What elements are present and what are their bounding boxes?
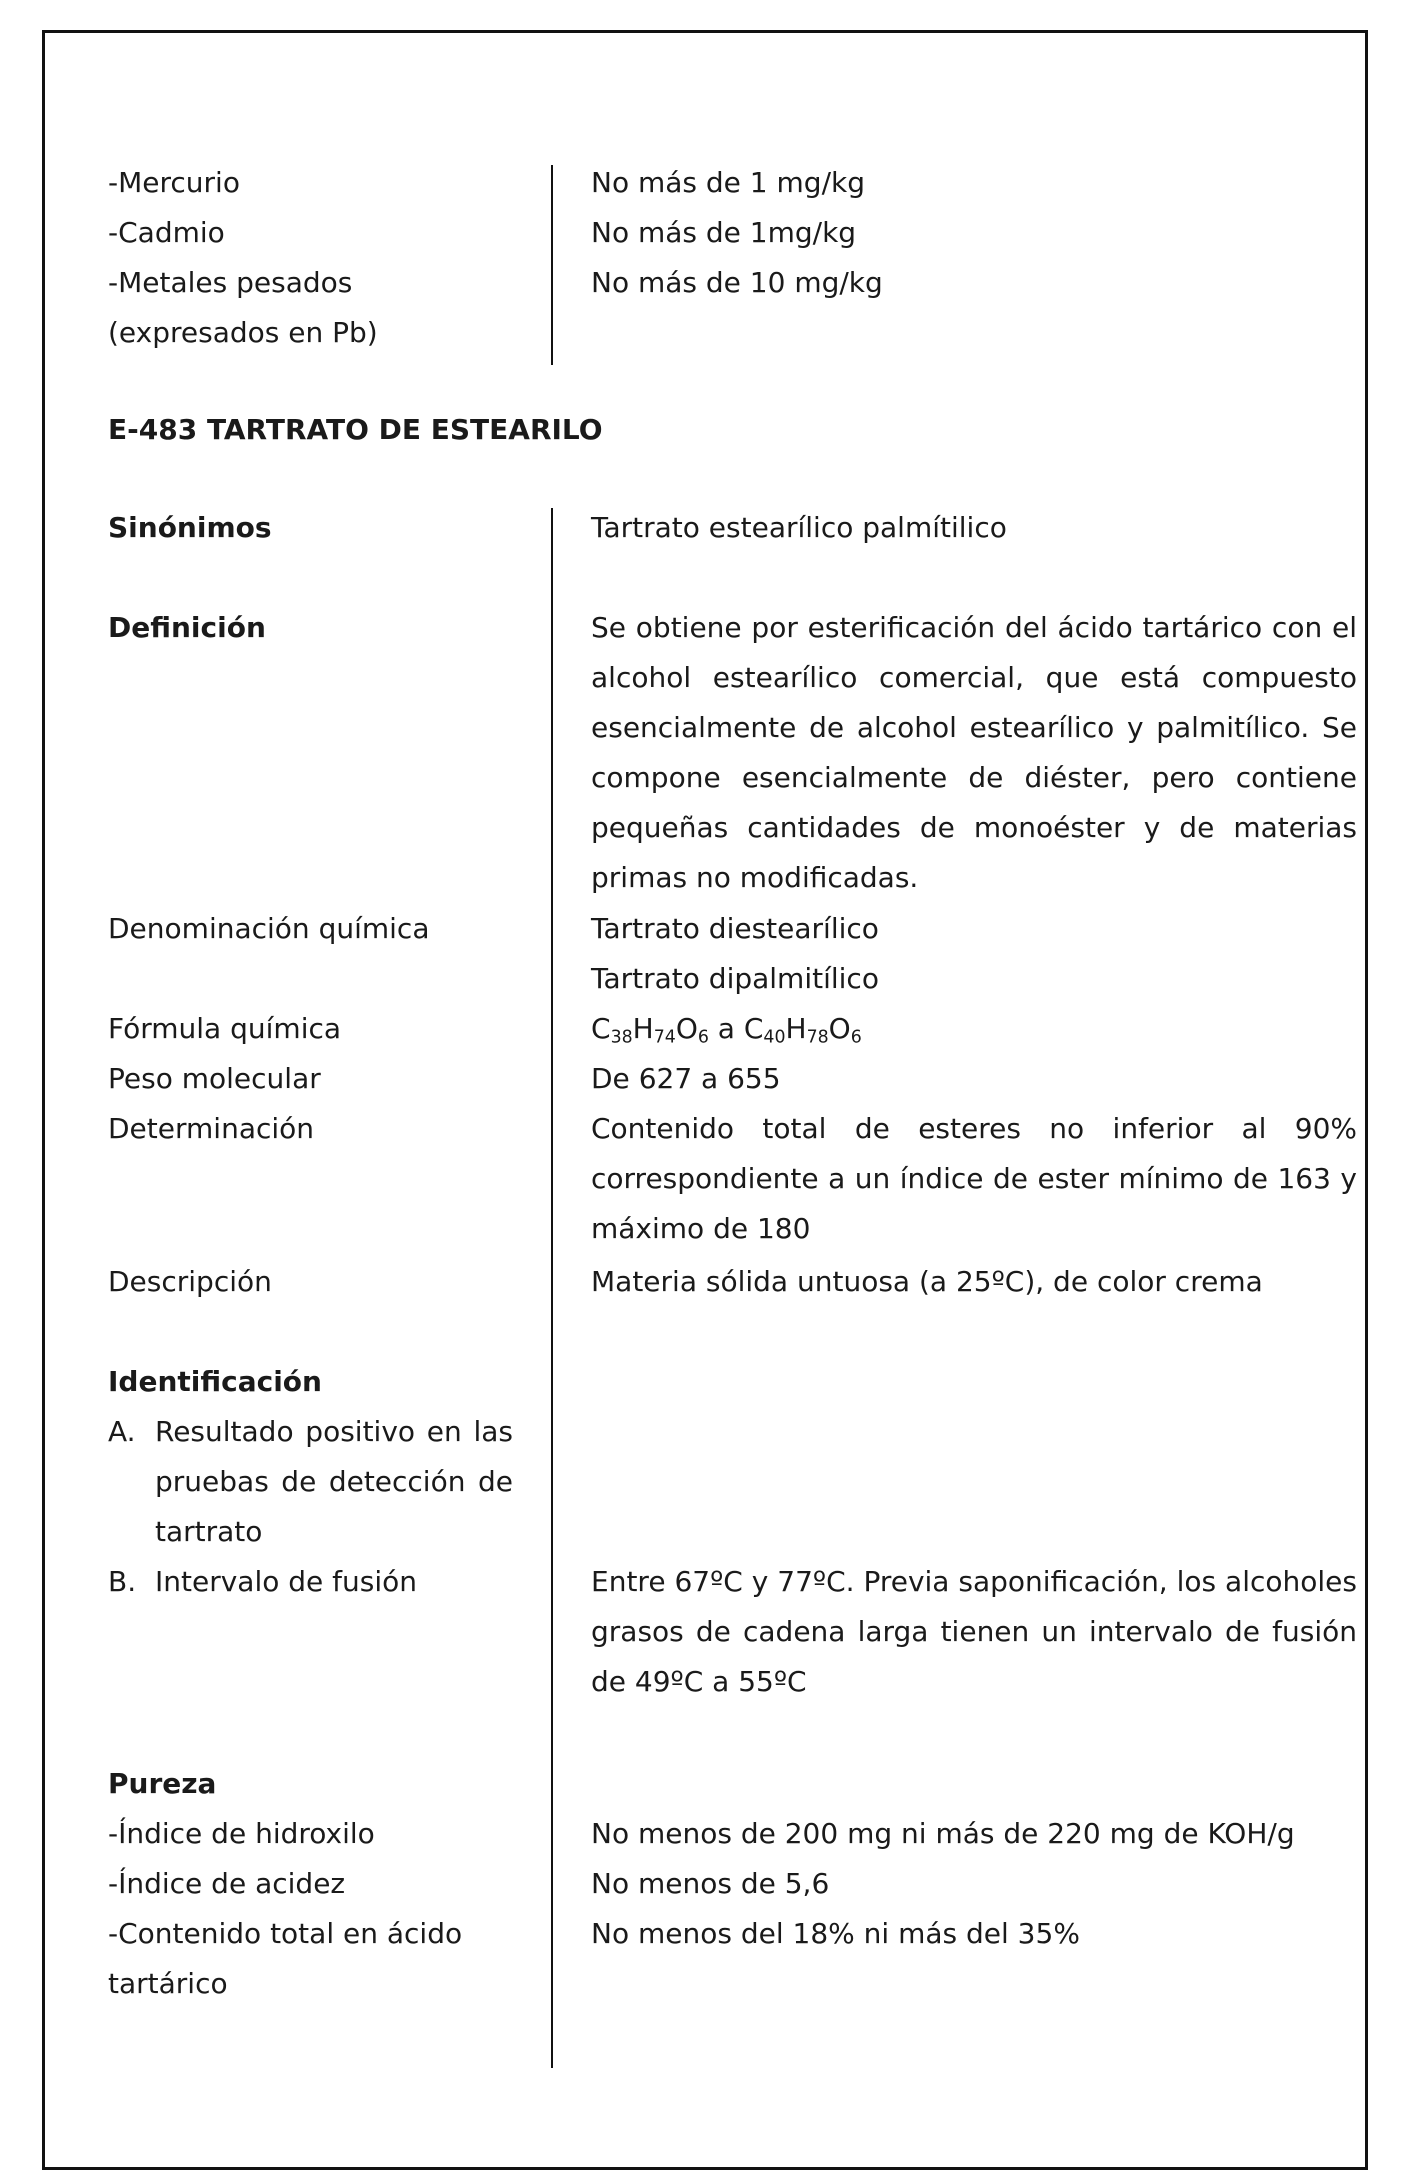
identificacion-a-line-2: pruebas de detección de	[155, 1465, 513, 1498]
denominacion-value-2: Tartrato dipalmitílico	[591, 962, 879, 995]
identificacion-a-marker: A.	[108, 1415, 136, 1448]
metal-value-mercurio: No más de 1 mg/kg	[591, 166, 865, 199]
identificacion-a-line-3: tartrato	[155, 1515, 263, 1548]
denominacion-value-1: Tartrato diestearílico	[591, 912, 879, 945]
determinacion-label: Determinación	[108, 1112, 315, 1145]
formula-label: Fórmula química	[108, 1012, 342, 1045]
formula-value: $C_{38}H_{74}O_6$ a $C_{40}H_{78}O_6$	[591, 1012, 862, 1048]
pureza-right-hidroxilo: No menos de 200 mg ni más de 220 mg de KOH/g	[591, 1817, 1295, 1850]
pureza-left-tartarico: tartárico	[108, 1967, 228, 2000]
peso-value: De 627 a 655	[591, 1062, 781, 1095]
descripcion-label: Descripción	[108, 1265, 272, 1298]
descripcion-value: Materia sólida untuosa (a 25ºC), de color crema	[591, 1265, 1263, 1298]
metal-value-cadmio: No más de 1mg/kg	[591, 216, 857, 249]
pureza-right-acidez: No menos de 5,6	[591, 1867, 830, 1900]
denominacion-label: Denominación química	[108, 912, 430, 945]
identificacion-b-marker: B.	[108, 1565, 137, 1598]
definicion-label: Definición	[108, 611, 266, 644]
definicion-value: Se obtiene por esterificación del ácido tartárico con el alcohol estearílico comercial, que está compuesto esencialmente de alcohol estearílico y palmitílico. Se compone esencialmente de diéster, pero contiene pequeñas cantidades de monoéster y de materias primas no modificadas.	[591, 611, 1357, 894]
identificacion-label: Identificación	[108, 1365, 322, 1398]
identificacion-b-label: Intervalo de fusión	[155, 1565, 418, 1598]
determinacion-value: Contenido total de esteres no inferior al 90% correspondiente a un índice de ester mínimo de 163 y máximo de 180	[591, 1112, 1357, 1245]
pureza-label: Pureza	[108, 1767, 217, 1800]
pureza-left-acidez: -Índice de acidez	[108, 1867, 346, 1900]
metal-label-metales: -Metales pesados	[108, 266, 353, 299]
pureza-left-hidroxilo: -Índice de hidroxilo	[108, 1817, 375, 1850]
identificacion-a-line-1: Resultado positivo en las	[155, 1415, 513, 1448]
sinonimos-value: Tartrato estearílico palmítilico	[591, 511, 1007, 544]
identificacion-b-value: Entre 67ºC y 77ºC. Previa saponificación, los alcoholes grasos de cadena larga tienen un intervalo de fusión de 49ºC a 55ºC	[591, 1565, 1357, 1698]
sinonimos-label: Sinónimos	[108, 511, 272, 544]
section-title: E-483 TARTRATO DE ESTEARILO	[108, 413, 603, 446]
metal-label-cadmio: -Cadmio	[108, 216, 225, 249]
pureza-right-contenido: No menos del 18% ni más del 35%	[591, 1917, 1080, 1950]
column-divider	[551, 508, 553, 2068]
metal-label-mercurio: -Mercurio	[108, 166, 240, 199]
column-divider	[551, 165, 553, 365]
metal-label-expresados: (expresados en Pb)	[108, 316, 378, 349]
metal-value-metales: No más de 10 mg/kg	[591, 266, 883, 299]
peso-label: Peso molecular	[108, 1062, 321, 1095]
pureza-left-contenido: -Contenido total en ácido	[108, 1917, 463, 1950]
